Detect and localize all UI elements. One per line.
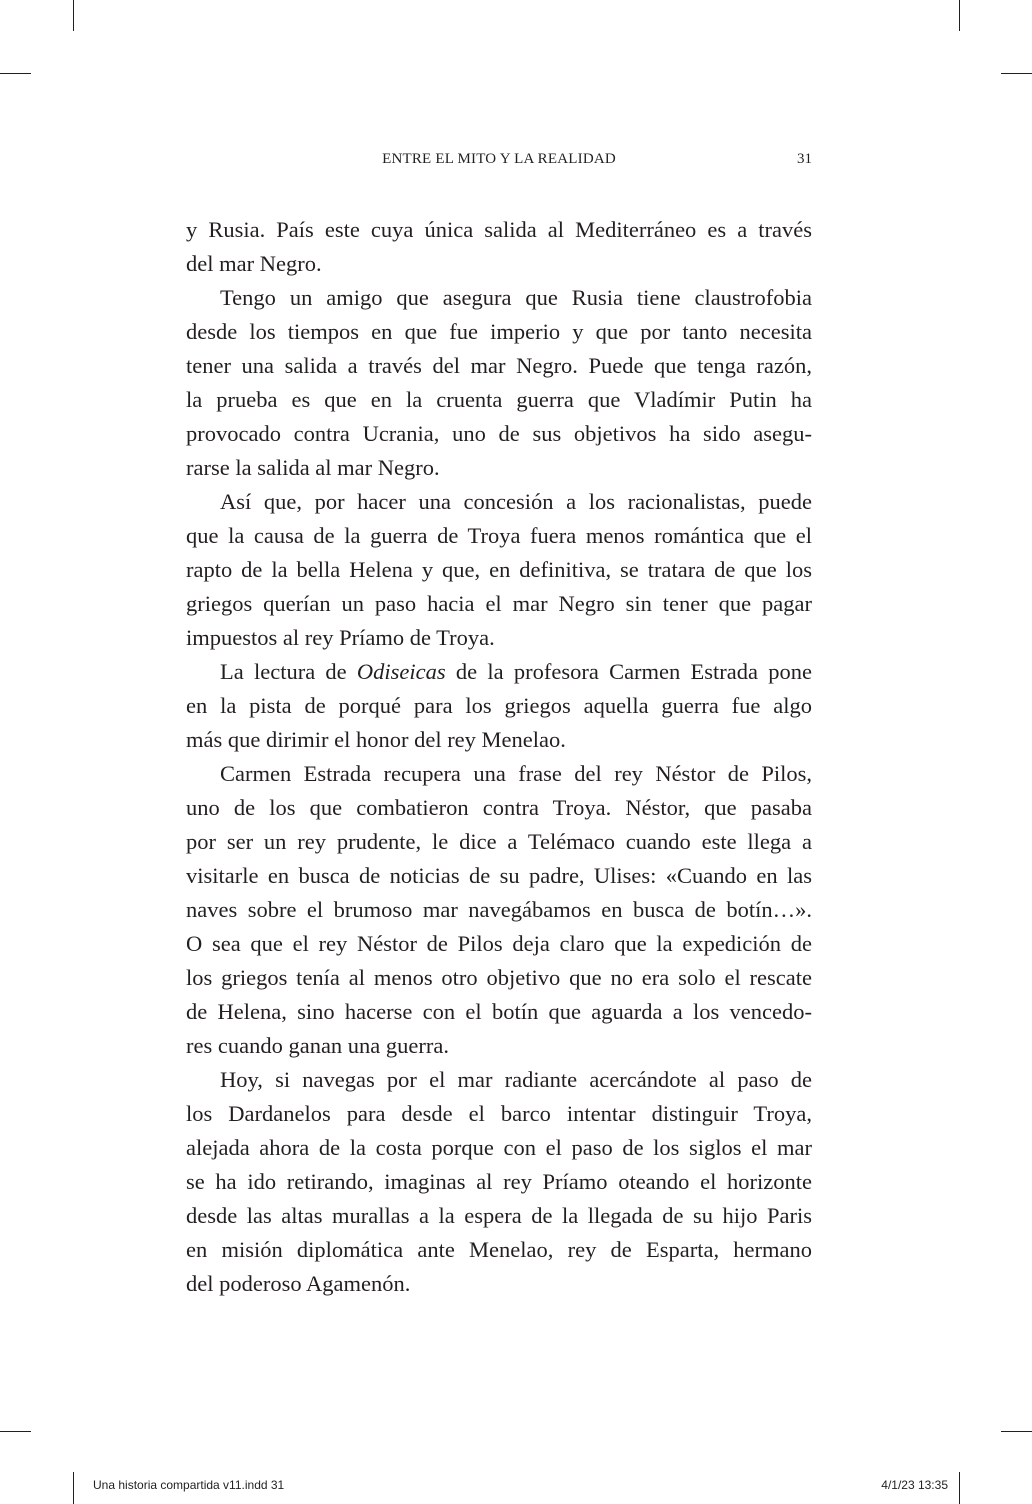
slug-date-time: 4/1/23 13:35: [881, 1478, 948, 1492]
text-line: provocado contra Ucrania, uno de sus objetivos ha sido asegu-: [186, 421, 812, 446]
text-line: [186, 655, 812, 689]
text-line: Carmen Estrada recupera una frase del rey Néstor de Pilos,: [220, 761, 812, 786]
text-line: visitarle en busca de noticias de su padre, Ulises: «Cuando en las: [186, 863, 812, 888]
text-line: naves sobre el brumoso mar navegábamos en busca de botín…».: [186, 897, 812, 922]
text-line: que la causa de la guerra de Troya fuera menos romántica que el: [186, 523, 812, 548]
text-line: Así que, por hacer una concesión a los racionalistas, puede: [220, 489, 812, 514]
text-line: desde los tiempos en que fue imperio y que por tanto necesita: [186, 319, 812, 344]
text-line: del mar Negro.: [186, 251, 322, 276]
slug-file-label: Una historia compartida v11.indd 31: [93, 1478, 285, 1492]
text-fragment: La lectura de: [220, 659, 357, 684]
text-line: los griegos tenía al menos otro objetivo que no era solo el rescate: [186, 965, 812, 990]
text-line: uno de los que combatieron contra Troya. Néstor, que pasaba: [186, 795, 812, 820]
crop-mark-bottom-left-h: [0, 1431, 31, 1432]
crop-mark-top-left: [73, 0, 74, 31]
text-line: y Rusia. País este cuya única salida al Mediterráneo es a través: [186, 217, 812, 242]
text-line: rapto de la bella Helena y que, en definitiva, se tratara de que los: [186, 557, 812, 582]
text-line: desde las altas murallas a la espera de la llegada de su hijo Paris: [186, 1203, 812, 1228]
running-head: [186, 151, 812, 171]
text-line: res cuando ganan una guerra.: [186, 1033, 450, 1058]
running-title: ENTRE EL MITO Y LA REALIDAD: [382, 151, 616, 167]
text-line: Tengo un amigo que asegura que Rusia tiene claustrofobia: [220, 285, 812, 310]
crop-mark-top-right: [959, 0, 960, 31]
text-line: griegos querían un paso hacia el mar Negro sin tener que pagar: [186, 591, 812, 616]
text-line: rarse la salida al mar Negro.: [186, 455, 440, 480]
text-line: en la pista de porqué para los griegos aquella guerra fue algo: [186, 693, 812, 718]
crop-mark-bottom-right: [959, 1472, 960, 1504]
text-line: del poderoso Agamenón.: [186, 1271, 411, 1296]
crop-mark-bottom-left: [73, 1472, 74, 1504]
text-line: en misión diplomática ante Menelao, rey de Esparta, hermano: [186, 1237, 812, 1262]
text-line: alejada ahora de la costa porque con el paso de los siglos el mar: [186, 1135, 812, 1160]
text-line: O sea que el rey Néstor de Pilos deja claro que la expedición de: [186, 931, 812, 956]
text-line: impuestos al rey Príamo de Troya.: [186, 625, 495, 650]
text-line: los Dardanelos para desde el barco intentar distinguir Troya,: [186, 1101, 812, 1126]
body-text: [186, 213, 812, 1301]
text-line: se ha ido retirando, imaginas al rey Príamo oteando el horizonte: [186, 1169, 812, 1194]
text-line: más que dirimir el honor del rey Menelao.: [186, 727, 566, 752]
text-line: Hoy, si navegas por el mar radiante acercándote al paso de: [220, 1067, 812, 1092]
book-title-italic: Odiseicas: [356, 659, 446, 684]
text-line: por ser un rey prudente, le dice a Telémaco cuando este llega a: [186, 829, 812, 854]
page-number: 31: [797, 151, 812, 167]
text-line: la prueba es que en la cruenta guerra que Vladímir Putin ha: [186, 387, 812, 412]
text-line: tener una salida a través del mar Negro. Puede que tenga razón,: [186, 353, 812, 378]
text-line: de Helena, sino hacerse con el botín que aguarda a los vencedo-: [186, 999, 812, 1024]
text-fragment: de la profesora Carmen Estrada pone: [445, 659, 812, 684]
crop-mark-top-right-h: [1001, 73, 1032, 74]
crop-mark-bottom-right-h: [1001, 1431, 1032, 1432]
crop-mark-top-left-h: [0, 73, 31, 74]
